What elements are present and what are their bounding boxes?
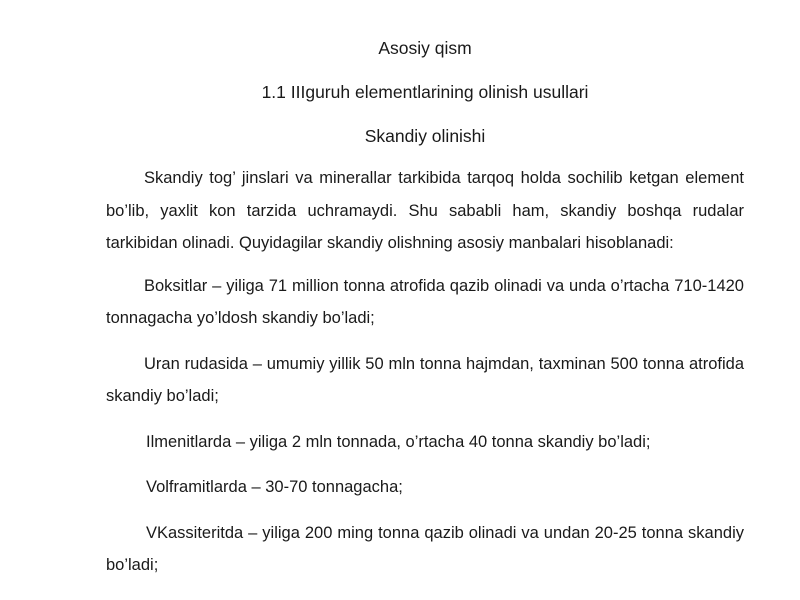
paragraph-volframit: Volframitlarda – 30-70 tonnagacha;: [146, 478, 403, 496]
paragraph-intro: Skandiy tog’ jinslari va minerallar tarkibida tarqoq holda sochilib ketgan element bo’lib, yaxlit kon tarzida uchramaydi. Shu sababli ham, skandiy boshqa rudalar tarkibidan olinadi. Quyidagilar skandiy olishning asosiy manbalari hisoblanadi:: [106, 169, 744, 252]
paragraph-kassiterit: VKassiteritda – yiliga 200 ming tonna qazib olinadi va undan 20-25 tonna skandiy bo’ladi;: [106, 523, 744, 574]
section-title: 1.1 IIIguruh elementlarining olinish usullari: [261, 82, 589, 102]
paragraph-ilmenit: Ilmenitlarda – yiliga 2 mln tonnada, o’rtacha 40 tonna skandiy bo’ladi;: [146, 432, 651, 451]
paragraph-uran: Uran rudasida – umumiy yillik 50 mln tonna hajmdan, taxminan 500 tonna atrofida skandiy bo’ladi;: [106, 354, 744, 405]
subsection-title: Skandiy olinishi: [364, 126, 486, 146]
paragraph-boksitlar: Boksitlar – yiliga 71 million tonna atrofida qazib olinadi va unda o’rtacha 710-1420 tonnagacha yo’ldosh skandiy bo’ladi;: [106, 276, 744, 327]
document-title: Asosiy qism: [378, 38, 472, 58]
